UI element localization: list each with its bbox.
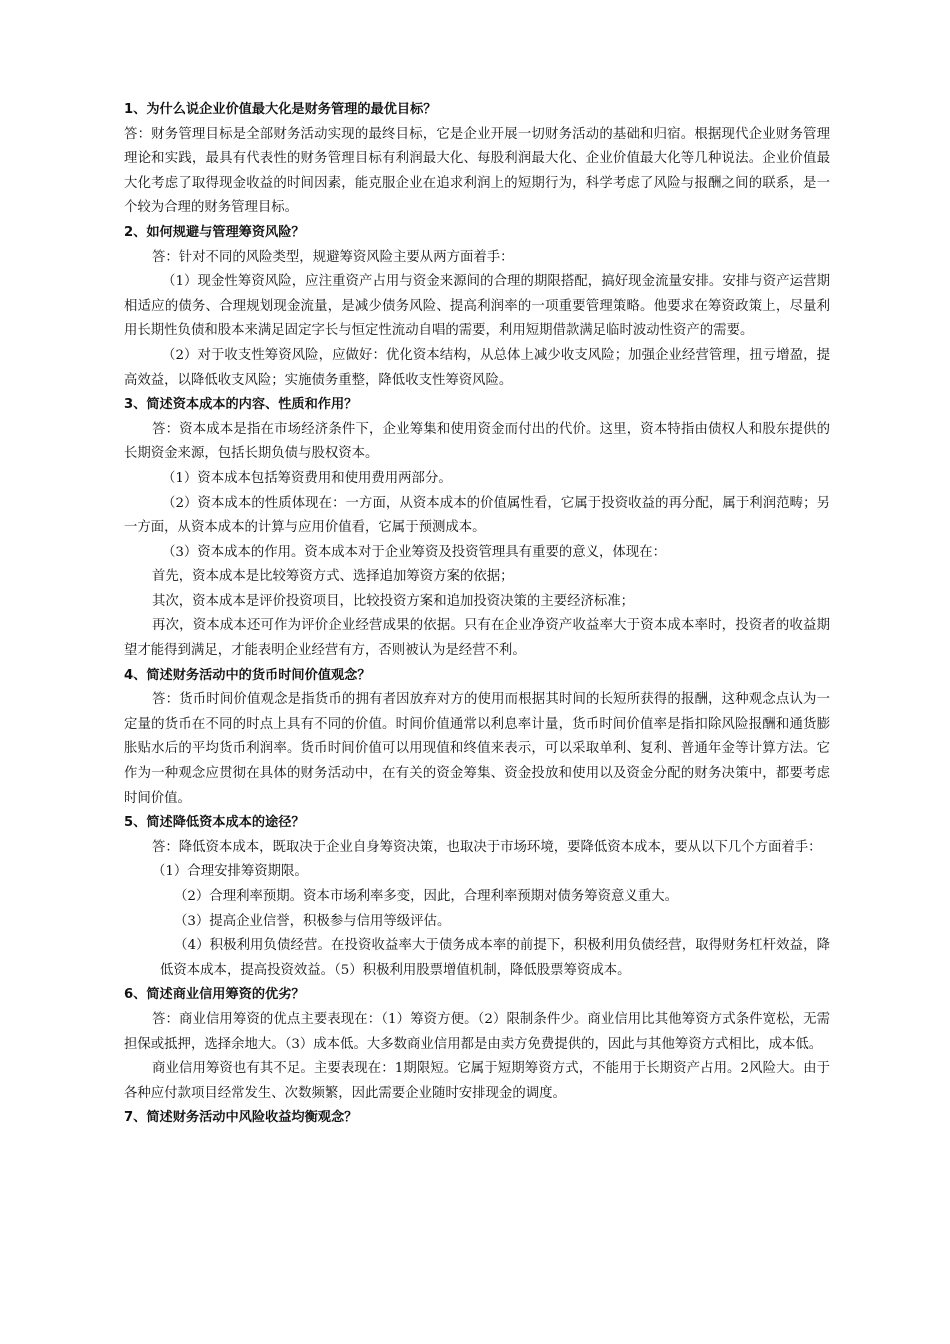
answer-5-point-2: （2）合理利率预期。资本市场利率多变，因此，合理利率预期对债务筹资意义重大。 — [174, 889, 678, 904]
answer-5-point-3: （3）提高企业信誉，积极参与信用等级评估。 — [174, 913, 451, 929]
answer-3-point-3: （3）资本成本的作用。资本成本对于企业筹资及投资管理具有重要的意义，体现在： — [162, 544, 666, 560]
answer-2-intro: 答：针对不同的风险类型，规避筹资风险主要从两方面着手： — [152, 249, 514, 265]
question-6-title: 6、简述商业信用筹资的优劣？ — [124, 987, 305, 1003]
answer-5-point-1: （1）合理安排筹资期限。 — [152, 864, 308, 880]
answer-3-point-2: （2）资本成本的性质体现在：一方面，从资本成本的价值属性看，它属于投资收益的再分配，属于利润范畴；另一方面，从资本成本的计算与应用价值看，它属于预测成本。 — [124, 495, 830, 536]
question-3-title: 3、简述资本成本的内容、性质和作用？ — [124, 397, 358, 413]
question-5-title: 5、简述降低资本成本的途径？ — [124, 815, 305, 831]
answer-3-second: 其次，资本成本是评价投资项目，比较投资方案和追加投资决策的主要经济标准； — [152, 593, 635, 609]
answer-4: 答：货币时间价值观念是指货币的拥有者因放弃对方的使用而根据其时间的长短所获得的报酬，这种观念点认为一定量的货币在不同的时点上具有不同的价值。时间价值通常以利息率计量，货币时间价值率是指扣除风险报酬和通货膨胀贴水后的平均货币利润率。货币时间价值可以用现值和终值来表示，可以采取单利、复利、普通年金等计算方法。它作为一种观念应贯彻在具体的财务活动中，在有关的资金筹集、资金投放和使用以及资金分配的财务决策中，都要考虑时间价值。 — [124, 692, 830, 806]
question-2-title: 2、如何规避与管理筹资风险？ — [124, 224, 305, 240]
answer-3-point-1: （1）资本成本包括筹资费用和使用费用两部分。 — [162, 470, 452, 486]
answer-5-point-4: （4）积极利用负债经营。在投资收益率大于债务成本率的前提下，积极利用负债经营，取得财务杠杆效益，降低资本成本，提高投资效益。（5）积极利用股票增值机制，降低股票筹资成本。 — [160, 938, 830, 978]
answer-1: 答：财务管理目标是全部财务活动实现的最终目标，它是企业开展一切财务活动的基础和归宿。根据现代企业财务管理理论和实践，最具有代表性的财务管理目标有利润最大化、每股利润最大化、企业价值最大化等几种说法。企业价值最大化考虑了取得现金收益的时间因素，能克服企业在追求利润上的短期行为，科学考虑了风险与报酬之间的联系，是一个较为合理的财务管理目标。 — [124, 126, 830, 216]
answer-6-disadvantages: 商业信用筹资也有其不足。主要表现在：1期限短。它属于短期筹资方式，不能用于长期资产占用。2风险大。由于各种应付款项目经常发生、次数频繁，因此需要企业随时安排现金的调度。 — [124, 1061, 830, 1101]
document-page — [124, 98, 830, 1131]
answer-2-point-1: （1）现金性筹资风险，应注重资产占用与资金来源间的合理的期限搭配，搞好现金流量安排。安排与资产运营期相适应的债务、合理规划现金流量，是减少债务风险、提高利润率的一项重要管理策略。他要求在筹资政策上，尽量利用长期性负债和股本来满足固定字长与恒定性流动自唱的需要，利用短期借款满足临时波动性资产的需要。 — [124, 274, 830, 339]
answer-3-third: 再次，资本成本还可作为评价企业经营成果的依据。只有在企业净资产收益率大于资本成本率时，投资者的收益期望才能得到满足，才能表明企业经营有方，否则被认为是经营不利。 — [124, 618, 830, 659]
question-7-title: 7、简述财务活动中风险收益均衡观念？ — [124, 1110, 358, 1126]
question-4-title: 4、简述财务活动中的货币时间价值观念？ — [124, 667, 371, 683]
answer-5-intro: 答：降低资本成本，既取决于企业自身筹资决策，也取决于市场环境，要降低资本成本，要从以下几个方面着手： — [152, 839, 822, 855]
question-1-title: 1、为什么说企业价值最大化是财务管理的最优目标？ — [124, 102, 437, 117]
answer-3-first: 首先，资本成本是比较筹资方式、选择追加筹资方案的依据； — [152, 569, 514, 585]
answer-2-point-2: （2）对于收支性筹资风险，应做好：优化资本结构，从总体上减少收支风险；加强企业经营管理，扭亏增盈，提高效益，以降低收支风险；实施债务重整，降低收支性筹资风险。 — [124, 347, 830, 388]
answer-6-advantages: 答：商业信用筹资的优点主要表现在：（1）筹资方便。（2）限制条件少。商业信用比其他筹资方式条件宽松，无需担保或抵押，选择余地大。（3）成本低。大多数商业信用都是由卖方免费提供的，因此与其他筹资方式相比，成本低。 — [124, 1011, 830, 1052]
answer-3-intro: 答：资本成本是指在市场经济条件下，企业筹集和使用资金而付出的代价。这里，资本特指由债权人和股东提供的长期资金来源，包括长期负债与股权资本。 — [124, 421, 830, 462]
